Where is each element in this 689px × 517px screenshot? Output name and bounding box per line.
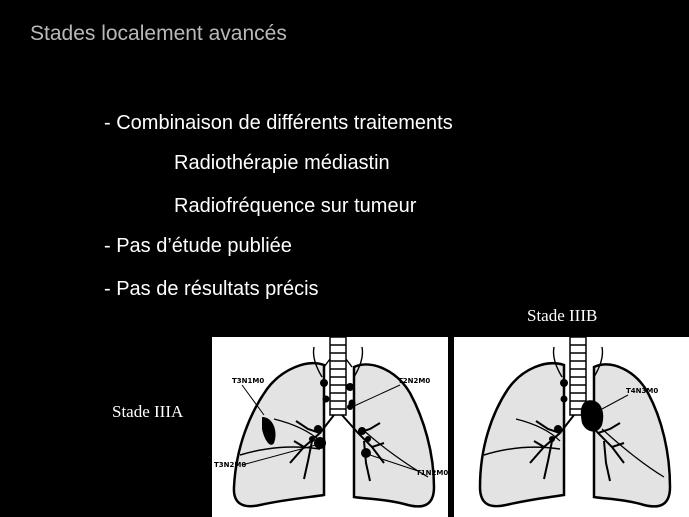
annotation-t3n1m0: T3N1M0 — [232, 377, 265, 385]
bullet-no-published-study: - Pas d’étude publiée — [104, 235, 292, 257]
sub-bullet-radiotherapy: Radiothérapie médiastin — [174, 152, 390, 174]
annotation-t3n2m0: T3N2M0 — [214, 461, 247, 469]
bullet-combination-treatments: - Combinaison de différents traitements — [104, 112, 453, 134]
annotation-t4n3m0: T4N3M0 — [626, 387, 659, 395]
stage-iiia-label: Stade IIIA — [112, 402, 184, 421]
stage-iiia-lung-diagram — [212, 337, 448, 517]
annotation-t2n2m0: T2N2M0 — [398, 377, 431, 385]
annotation-t1n2m0: T1N2M0 — [416, 469, 448, 477]
stage-iiib-label: Stade IIIB — [527, 306, 598, 325]
stage-iiib-lung-diagram — [454, 337, 689, 517]
lung-illustration-iiib — [454, 337, 689, 517]
slide-title: Stades localement avancés — [30, 22, 287, 45]
lung-illustration-iiia — [212, 337, 448, 517]
sub-bullet-radiofrequency: Radiofréquence sur tumeur — [174, 195, 417, 217]
bullet-no-precise-results: - Pas de résultats précis — [104, 278, 319, 300]
